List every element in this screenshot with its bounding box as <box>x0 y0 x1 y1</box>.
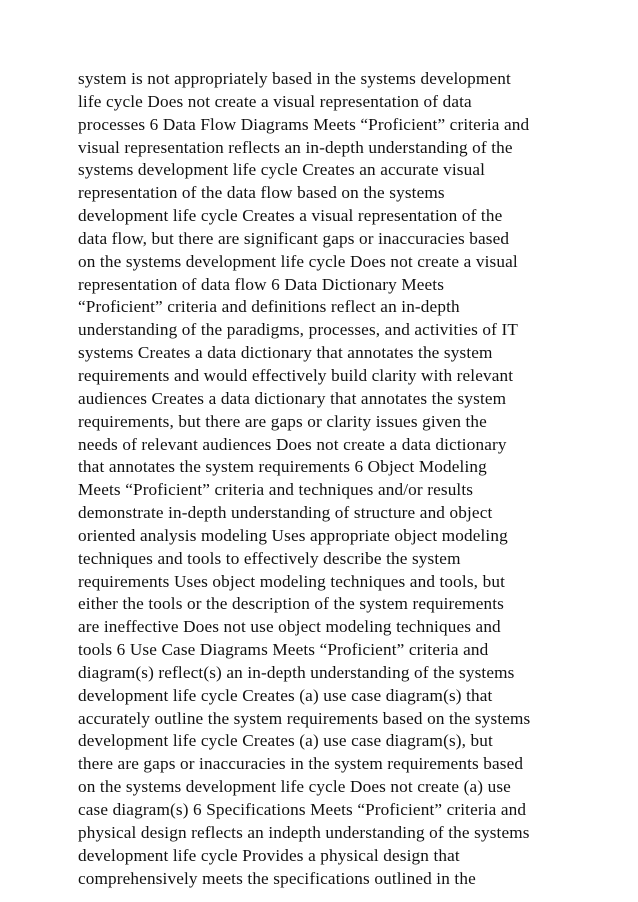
text-line: life cycle Does not create a visual representation of data <box>78 91 472 111</box>
text-line: development life cycle Creates (a) use case diagram(s) that <box>78 685 493 705</box>
text-line: requirements Uses object modeling techniques and tools, but <box>78 571 505 591</box>
text-line: understanding of the paradigms, processes, and activities of IT <box>78 320 518 340</box>
text-line: visual representation reflects an in-depth understanding of the <box>78 137 513 157</box>
text-line: there are gaps or inaccuracies in the system requirements based <box>78 754 524 774</box>
text-line: system is not appropriately based in the systems development <box>78 69 511 88</box>
text-line: development life cycle Creates a visual representation of the <box>78 206 503 226</box>
text-line: techniques and tools to effectively describe the system <box>78 548 461 568</box>
text-line: representation of the data flow based on the systems <box>78 183 445 203</box>
text-line: that annotates the system requirements 6 Object Modeling <box>78 457 487 477</box>
text-line: physical design reflects an indepth understanding of the systems <box>78 822 530 842</box>
text-line: development life cycle Creates (a) use case diagram(s), but <box>78 731 493 751</box>
text-line: on the systems development life cycle Does not create (a) use <box>78 777 511 797</box>
body-text <box>78 68 638 890</box>
text-line: audiences Creates a data dictionary that annotates the system <box>78 388 507 408</box>
text-line: demonstrate in-depth understanding of structure and object <box>78 503 493 523</box>
text-line: Meets “Proficient” criteria and techniques and/or results <box>78 480 474 500</box>
text-line: development life cycle Provides a physical design that <box>78 845 460 865</box>
text-line: accurately outline the system requirements based on the systems <box>78 708 531 728</box>
text-line: are ineffective Does not use object modeling techniques and <box>78 617 501 637</box>
text-line: systems development life cycle Creates an accurate visual <box>78 160 486 180</box>
text-line: case diagram(s) 6 Specifications Meets “Proficient” criteria and <box>78 800 527 819</box>
text-line: processes 6 Data Flow Diagrams Meets “Proficient” criteria and <box>78 114 530 134</box>
text-line: requirements and would effectively build clarity with relevant <box>78 365 514 385</box>
text-line: on the systems development life cycle Does not create a visual <box>78 251 518 271</box>
text-line: diagram(s) reflect(s) an in-depth understanding of the systems <box>78 662 515 682</box>
text-line: requirements, but there are gaps or clarity issues given the <box>78 411 487 431</box>
text-line: “Proficient” criteria and definitions reflect an in-depth <box>78 297 460 317</box>
text-line: either the tools or the description of the system requirements <box>78 594 504 614</box>
text-line: comprehensively meets the specifications outlined in the <box>78 868 476 888</box>
text-line: data flow, but there are significant gaps or inaccuracies based <box>78 228 510 248</box>
text-line: systems Creates a data dictionary that annotates the system <box>78 343 493 363</box>
text-line: needs of relevant audiences Does not create a data dictionary <box>78 434 507 454</box>
text-line: oriented analysis modeling Uses appropriate object modeling <box>78 525 508 545</box>
text-line: representation of data flow 6 Data Dictionary Meets <box>78 274 445 294</box>
text-line: tools 6 Use Case Diagrams Meets “Proficient” criteria and <box>78 640 489 660</box>
